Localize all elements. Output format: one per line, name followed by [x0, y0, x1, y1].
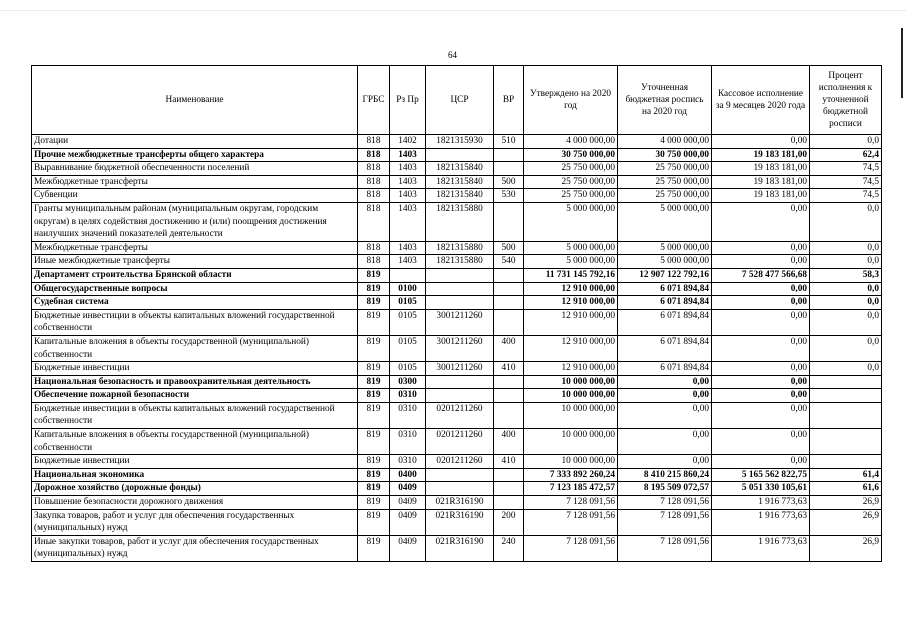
cell-rzpr: 0409	[390, 509, 426, 535]
cell-refined: 0,00	[618, 429, 712, 455]
cell-rzpr: 1403	[390, 175, 426, 189]
cell-rzpr: 1403	[390, 148, 426, 162]
cell-grbs: 818	[358, 202, 390, 241]
cell-cash: 5 165 562 822,75	[712, 468, 810, 482]
cell-rzpr: 0409	[390, 496, 426, 510]
cell-vr: 500	[494, 175, 524, 189]
cell-csr: 0201211260	[426, 455, 494, 469]
cell-name: Бюджетные инвестиции в объекты капитальных вложений государственной собственности	[32, 309, 358, 335]
cell-name: Бюджетные инвестиции	[32, 455, 358, 469]
cell-name: Дорожное хозяйство (дорожные фонды)	[32, 482, 358, 496]
cell-refined: 7 128 091,56	[618, 535, 712, 561]
table-row	[32, 296, 882, 310]
cell-csr: 1821315930	[426, 135, 494, 149]
cell-cash: 0,00	[712, 255, 810, 269]
cell-name: Закупка товаров, работ и услуг для обеспечения государственных (муниципальных) нужд	[32, 509, 358, 535]
cell-rzpr: 1403	[390, 162, 426, 176]
table-row	[32, 309, 882, 335]
cell-percent	[810, 429, 882, 455]
cell-approved: 12 910 000,00	[524, 335, 618, 361]
table-row	[32, 255, 882, 269]
cell-refined: 25 750 000,00	[618, 189, 712, 203]
cell-csr: 1821315880	[426, 241, 494, 255]
cell-name: Иные закупки товаров, работ и услуг для обеспечения государственных (муниципальных) нужд	[32, 535, 358, 561]
cell-rzpr: 0310	[390, 455, 426, 469]
cell-name: Межбюджетные трансферты	[32, 175, 358, 189]
cell-percent: 26,9	[810, 509, 882, 535]
cell-vr: 410	[494, 362, 524, 376]
cell-name: Капитальные вложения в объекты государственной (муниципальной) собственности	[32, 429, 358, 455]
cell-csr: 021R316190	[426, 535, 494, 561]
cell-cash: 19 183 181,00	[712, 189, 810, 203]
cell-approved: 12 910 000,00	[524, 282, 618, 296]
cell-csr: 3001211260	[426, 362, 494, 376]
cell-cash: 0,00	[712, 335, 810, 361]
cell-cash: 7 528 477 566,68	[712, 268, 810, 282]
cell-vr	[494, 148, 524, 162]
cell-csr	[426, 482, 494, 496]
header-percent: Процент исполнения к уточненной бюджетной росписи	[810, 66, 882, 135]
cell-grbs: 819	[358, 282, 390, 296]
header-row	[32, 66, 882, 135]
cell-csr: 1821315840	[426, 189, 494, 203]
cell-name: Судебная система	[32, 296, 358, 310]
header-grbs: ГРБС	[358, 66, 390, 135]
cell-vr: 400	[494, 335, 524, 361]
table-row	[32, 202, 882, 241]
cell-refined: 6 071 894,84	[618, 335, 712, 361]
cell-approved: 25 750 000,00	[524, 189, 618, 203]
cell-grbs: 818	[358, 175, 390, 189]
cell-grbs: 819	[358, 268, 390, 282]
cell-percent: 61,6	[810, 482, 882, 496]
table-row	[32, 335, 882, 361]
table-row	[32, 162, 882, 176]
cell-vr	[494, 309, 524, 335]
cell-approved: 10 000 000,00	[524, 402, 618, 428]
cell-grbs: 819	[358, 375, 390, 389]
table-row	[32, 455, 882, 469]
table-row	[32, 282, 882, 296]
cell-rzpr	[390, 268, 426, 282]
cell-approved: 5 000 000,00	[524, 241, 618, 255]
page-number: 64	[448, 50, 457, 60]
cell-percent	[810, 455, 882, 469]
cell-percent: 74,5	[810, 162, 882, 176]
cell-vr: 500	[494, 241, 524, 255]
cell-cash: 0,00	[712, 389, 810, 403]
cell-refined: 6 071 894,84	[618, 362, 712, 376]
cell-csr: 3001211260	[426, 309, 494, 335]
cell-rzpr: 0310	[390, 402, 426, 428]
cell-grbs: 818	[358, 255, 390, 269]
cell-refined: 6 071 894,84	[618, 282, 712, 296]
cell-approved: 7 128 091,56	[524, 535, 618, 561]
cell-grbs: 818	[358, 162, 390, 176]
cell-csr: 1821315840	[426, 162, 494, 176]
table-row	[32, 148, 882, 162]
cell-percent: 74,5	[810, 189, 882, 203]
cell-rzpr: 1402	[390, 135, 426, 149]
cell-name: Субвенции	[32, 189, 358, 203]
cell-cash: 0,00	[712, 429, 810, 455]
cell-vr	[494, 375, 524, 389]
cell-vr: 400	[494, 429, 524, 455]
cell-grbs: 819	[358, 535, 390, 561]
cell-percent	[810, 402, 882, 428]
scan-edge-mark	[901, 28, 903, 98]
cell-grbs: 819	[358, 496, 390, 510]
cell-percent: 26,9	[810, 535, 882, 561]
table-row	[32, 189, 882, 203]
cell-rzpr: 1403	[390, 202, 426, 241]
cell-csr	[426, 468, 494, 482]
cell-name: Обеспечение пожарной безопасности	[32, 389, 358, 403]
cell-rzpr: 0100	[390, 282, 426, 296]
cell-grbs: 819	[358, 402, 390, 428]
table-row	[32, 468, 882, 482]
cell-refined: 5 000 000,00	[618, 202, 712, 241]
cell-refined: 6 071 894,84	[618, 296, 712, 310]
cell-grbs: 818	[358, 135, 390, 149]
cell-approved: 30 750 000,00	[524, 148, 618, 162]
cell-name: Прочие межбюджетные трансферты общего характера	[32, 148, 358, 162]
cell-csr: 1821315880	[426, 255, 494, 269]
header-vr: ВР	[494, 66, 524, 135]
cell-refined: 0,00	[618, 375, 712, 389]
cell-refined: 5 000 000,00	[618, 255, 712, 269]
cell-cash: 1 916 773,63	[712, 509, 810, 535]
cell-cash: 0,00	[712, 455, 810, 469]
cell-vr	[494, 482, 524, 496]
cell-vr	[494, 402, 524, 428]
header-cash: Кассовое исполнение за 9 месяцев 2020 года	[712, 66, 810, 135]
cell-cash: 0,00	[712, 241, 810, 255]
cell-rzpr: 0310	[390, 389, 426, 403]
cell-percent: 62,4	[810, 148, 882, 162]
cell-vr	[494, 468, 524, 482]
table-row	[32, 509, 882, 535]
cell-percent: 58,3	[810, 268, 882, 282]
cell-approved: 7 123 185 472,57	[524, 482, 618, 496]
cell-percent: 0,0	[810, 362, 882, 376]
cell-csr: 3001211260	[426, 335, 494, 361]
cell-approved: 5 000 000,00	[524, 202, 618, 241]
cell-refined: 7 128 091,56	[618, 496, 712, 510]
cell-cash: 19 183 181,00	[712, 175, 810, 189]
cell-approved: 7 333 892 260,24	[524, 468, 618, 482]
cell-refined: 8 410 215 860,24	[618, 468, 712, 482]
cell-name: Иные межбюджетные трансферты	[32, 255, 358, 269]
cell-csr: 0201211260	[426, 402, 494, 428]
cell-csr: 021R316190	[426, 509, 494, 535]
cell-name: Гранты муниципальным районам (муниципальным округам, городским округам) в целях содействия достижению и (или) поощрения достижения наилучших значений показателей деятельности	[32, 202, 358, 241]
cell-csr	[426, 268, 494, 282]
cell-name: Национальная экономика	[32, 468, 358, 482]
header-rzpr: Рз Пр	[390, 66, 426, 135]
scan-dotted-line	[0, 10, 905, 15]
cell-grbs: 819	[358, 335, 390, 361]
cell-refined: 30 750 000,00	[618, 148, 712, 162]
header-name: Наименование	[32, 66, 358, 135]
cell-rzpr: 0310	[390, 429, 426, 455]
cell-name: Департамент строительства Брянской области	[32, 268, 358, 282]
budget-execution-table	[31, 65, 882, 562]
cell-rzpr: 1403	[390, 255, 426, 269]
cell-percent: 0,0	[810, 309, 882, 335]
cell-approved: 25 750 000,00	[524, 162, 618, 176]
cell-approved: 12 910 000,00	[524, 296, 618, 310]
cell-name: Повышение безопасности дорожного движения	[32, 496, 358, 510]
table-row	[32, 482, 882, 496]
cell-vr	[494, 496, 524, 510]
cell-csr: 1821315840	[426, 175, 494, 189]
cell-refined: 6 071 894,84	[618, 309, 712, 335]
cell-refined: 0,00	[618, 402, 712, 428]
cell-vr	[494, 389, 524, 403]
cell-cash: 19 183 181,00	[712, 162, 810, 176]
cell-csr: 021R316190	[426, 496, 494, 510]
cell-grbs: 819	[358, 429, 390, 455]
table-body	[32, 135, 882, 562]
cell-csr	[426, 389, 494, 403]
cell-vr	[494, 202, 524, 241]
cell-approved: 5 000 000,00	[524, 255, 618, 269]
cell-rzpr: 0409	[390, 482, 426, 496]
cell-cash: 0,00	[712, 135, 810, 149]
cell-vr: 240	[494, 535, 524, 561]
table-row	[32, 389, 882, 403]
cell-grbs: 819	[358, 468, 390, 482]
cell-vr	[494, 282, 524, 296]
cell-grbs: 819	[358, 309, 390, 335]
header-approved: Утверждено на 2020 год	[524, 66, 618, 135]
cell-rzpr: 0400	[390, 468, 426, 482]
cell-refined: 0,00	[618, 389, 712, 403]
table-row	[32, 535, 882, 561]
cell-percent: 0,0	[810, 296, 882, 310]
cell-approved: 10 000 000,00	[524, 455, 618, 469]
cell-grbs: 819	[358, 362, 390, 376]
cell-percent: 0,0	[810, 282, 882, 296]
cell-grbs: 819	[358, 296, 390, 310]
cell-approved: 25 750 000,00	[524, 175, 618, 189]
cell-vr: 410	[494, 455, 524, 469]
cell-refined: 7 128 091,56	[618, 509, 712, 535]
cell-refined: 25 750 000,00	[618, 175, 712, 189]
table-row	[32, 402, 882, 428]
table-row	[32, 241, 882, 255]
cell-grbs: 818	[358, 241, 390, 255]
cell-percent	[810, 375, 882, 389]
cell-grbs: 819	[358, 482, 390, 496]
cell-name: Национальная безопасность и правоохранительная деятельность	[32, 375, 358, 389]
cell-csr	[426, 282, 494, 296]
cell-rzpr: 0105	[390, 362, 426, 376]
table-row	[32, 375, 882, 389]
table-row	[32, 362, 882, 376]
cell-rzpr: 0105	[390, 296, 426, 310]
cell-rzpr: 0105	[390, 335, 426, 361]
cell-grbs: 818	[358, 148, 390, 162]
cell-percent: 0,0	[810, 255, 882, 269]
cell-name: Дотации	[32, 135, 358, 149]
cell-approved: 11 731 145 792,16	[524, 268, 618, 282]
cell-approved: 7 128 091,56	[524, 509, 618, 535]
table-row	[32, 429, 882, 455]
cell-rzpr: 0300	[390, 375, 426, 389]
cell-vr: 530	[494, 189, 524, 203]
cell-approved: 10 000 000,00	[524, 375, 618, 389]
cell-refined: 4 000 000,00	[618, 135, 712, 149]
cell-name: Капитальные вложения в объекты государственной (муниципальной) собственности	[32, 335, 358, 361]
cell-percent: 0,0	[810, 135, 882, 149]
cell-approved: 4 000 000,00	[524, 135, 618, 149]
cell-refined: 25 750 000,00	[618, 162, 712, 176]
cell-refined: 0,00	[618, 455, 712, 469]
cell-cash: 1 916 773,63	[712, 535, 810, 561]
cell-vr	[494, 162, 524, 176]
cell-rzpr: 0105	[390, 309, 426, 335]
cell-vr: 540	[494, 255, 524, 269]
cell-grbs: 818	[358, 189, 390, 203]
cell-cash: 0,00	[712, 362, 810, 376]
cell-csr: 0201211260	[426, 429, 494, 455]
cell-percent: 74,5	[810, 175, 882, 189]
cell-csr	[426, 375, 494, 389]
cell-vr	[494, 296, 524, 310]
cell-cash: 0,00	[712, 282, 810, 296]
cell-cash: 0,00	[712, 402, 810, 428]
cell-cash: 19 183 181,00	[712, 148, 810, 162]
cell-name: Бюджетные инвестиции в объекты капитальных вложений государственной собственности	[32, 402, 358, 428]
cell-rzpr: 0409	[390, 535, 426, 561]
cell-cash: 0,00	[712, 202, 810, 241]
cell-cash: 0,00	[712, 375, 810, 389]
cell-grbs: 819	[358, 509, 390, 535]
cell-csr	[426, 296, 494, 310]
cell-refined: 8 195 509 072,57	[618, 482, 712, 496]
cell-vr	[494, 268, 524, 282]
cell-approved: 7 128 091,56	[524, 496, 618, 510]
cell-cash: 0,00	[712, 309, 810, 335]
cell-refined: 12 907 122 792,16	[618, 268, 712, 282]
cell-vr: 510	[494, 135, 524, 149]
cell-grbs: 819	[358, 455, 390, 469]
table-row	[32, 135, 882, 149]
cell-percent: 0,0	[810, 202, 882, 241]
cell-percent: 0,0	[810, 241, 882, 255]
table-row	[32, 496, 882, 510]
cell-approved: 10 000 000,00	[524, 389, 618, 403]
cell-approved: 10 000 000,00	[524, 429, 618, 455]
cell-name: Общегосударственные вопросы	[32, 282, 358, 296]
cell-percent	[810, 389, 882, 403]
cell-name: Межбюджетные трансферты	[32, 241, 358, 255]
table-row	[32, 268, 882, 282]
cell-cash: 5 051 330 105,61	[712, 482, 810, 496]
cell-grbs: 819	[358, 389, 390, 403]
cell-refined: 5 000 000,00	[618, 241, 712, 255]
cell-name: Бюджетные инвестиции	[32, 362, 358, 376]
cell-csr	[426, 148, 494, 162]
cell-approved: 12 910 000,00	[524, 362, 618, 376]
cell-rzpr: 1403	[390, 241, 426, 255]
cell-percent: 61,4	[810, 468, 882, 482]
cell-percent: 0,0	[810, 335, 882, 361]
cell-percent: 26,9	[810, 496, 882, 510]
cell-cash: 0,00	[712, 296, 810, 310]
cell-rzpr: 1403	[390, 189, 426, 203]
table-row	[32, 175, 882, 189]
header-csr: ЦСР	[426, 66, 494, 135]
cell-approved: 12 910 000,00	[524, 309, 618, 335]
cell-cash: 1 916 773,63	[712, 496, 810, 510]
cell-csr: 1821315880	[426, 202, 494, 241]
header-refined: Уточненная бюджетная роспись на 2020 год	[618, 66, 712, 135]
cell-vr: 200	[494, 509, 524, 535]
cell-name: Выравнивание бюджетной обеспеченности поселений	[32, 162, 358, 176]
